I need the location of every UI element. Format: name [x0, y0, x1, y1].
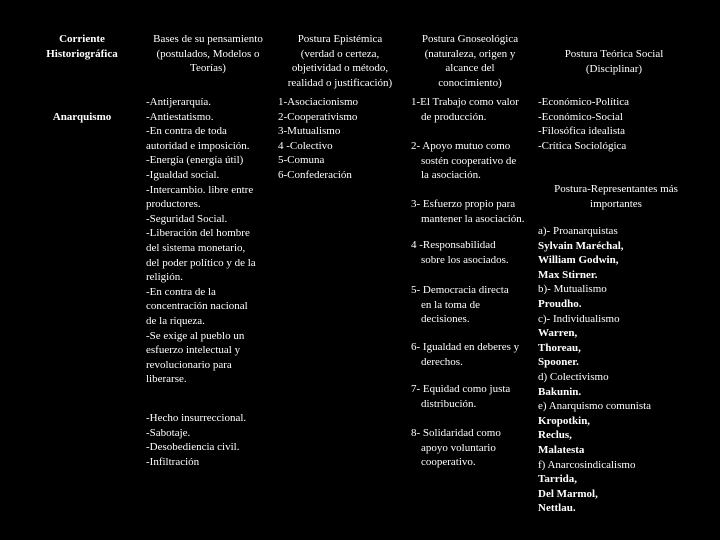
representantes-title-line: importantes [590, 197, 642, 210]
gnoseologica-line: apoyo voluntario [421, 441, 496, 454]
teorica-type: -Crítica Sociológica [538, 139, 627, 152]
representante-name: Tarrida, [538, 473, 578, 486]
header-gnoseologica-line: alcance del [445, 62, 495, 75]
header-bases-line: Teorías) [190, 62, 226, 75]
header-teorica [536, 47, 692, 76]
bases-line: -En contra de la [146, 285, 216, 298]
header-epistemica-line: Postura Epistémica [297, 33, 383, 45]
header-gnoseologica-line: conocimiento) [438, 76, 502, 89]
corriente-name: Anarquismo [52, 111, 112, 123]
gnoseologica-line: la asociación. [421, 169, 481, 182]
bases-line: -Liberación del hombre [146, 227, 250, 240]
bases-line: -Se exige al pueblo un [146, 329, 245, 342]
bases-line: esfuerzo intelectual y [146, 344, 241, 357]
bases-line: -En contra de toda [146, 125, 227, 138]
teorica-type: -Económico-Social [538, 110, 623, 123]
representante-name: Proudho. [538, 297, 582, 310]
header-teorica-line: Postura Teórica Social [564, 48, 664, 60]
gnoseologica-line: en la toma de [421, 298, 480, 311]
gnoseologica-line: sobre los asociados. [421, 253, 509, 266]
representante-name: Malatesta [538, 443, 585, 456]
bases-line: -Intercambio. libre entre [146, 183, 254, 196]
header-bases-line: (postulados, Modelos o [156, 47, 260, 60]
gnoseologica-line: 5- Democracia directa [411, 284, 509, 296]
gnoseologica-line: cooperativo. [421, 456, 476, 469]
gnoseologica-line: 1-El Trabajo como valor [411, 96, 519, 108]
gnoseologica-line: decisiones. [421, 313, 470, 326]
bases-list [146, 95, 272, 387]
gnoseologica-line: 4 -Responsabilidad [411, 239, 496, 251]
representantes-list [538, 224, 651, 516]
bases-line: -Igualdad social. [146, 168, 220, 181]
bases-action-line: -Desobediencia civil. [146, 441, 240, 454]
teorica-type: -Económico-Política [538, 96, 630, 108]
representante-name: Spooner. [538, 356, 579, 369]
bases-line: productores. [146, 198, 201, 211]
bases-line: -Antiestatismo. [146, 110, 214, 123]
bases-action-line: -Hecho insurreccional. [146, 412, 247, 424]
group-label: d) Colectivismo [538, 370, 609, 383]
group-label: b)- Mutualismo [538, 283, 607, 296]
teorica-types [538, 95, 629, 153]
header-bases [142, 32, 274, 76]
representantes-title [536, 182, 696, 211]
representante-name: Sylvain Maréchal, [538, 239, 624, 252]
group-label: a)- Proanarquistas [538, 225, 618, 237]
representantes-title-line: Postura-Representantes más [554, 183, 678, 195]
gnoseologica-item-5 [411, 283, 509, 327]
representante-name: Warren, [538, 327, 578, 340]
bases-line: -Antijerarquía. [146, 96, 212, 108]
representante-name: Bakunin. [538, 385, 582, 398]
epistemica-item: 6-Confederación [278, 168, 352, 181]
gnoseologica-line: derechos. [421, 355, 463, 368]
header-corriente [30, 32, 134, 61]
bases-actions-list [146, 411, 272, 469]
gnoseologica-item-4 [411, 238, 509, 267]
gnoseologica-line: 7- Equidad como justa [411, 383, 511, 395]
header-corriente-line: Corriente [59, 33, 105, 45]
epistemica-list [278, 95, 398, 183]
epistemica-item: 1-Asociacionismo [278, 96, 359, 108]
gnoseologica-line: sostén cooperativo de [421, 154, 517, 167]
bases-line: de la riqueza. [146, 314, 205, 327]
gnoseologica-line: 2- Apoyo mutuo como [411, 140, 511, 152]
representante-name: Max Stirner. [538, 268, 598, 281]
gnoseologica-item-8 [411, 426, 501, 470]
header-epistemica [270, 32, 410, 90]
bases-line: -Energía (energía útil) [146, 154, 244, 167]
header-teorica-line: (Disciplinar) [585, 62, 643, 75]
representante-name: Del Marmol, [538, 487, 598, 500]
bases-line: autoridad e imposición. [146, 139, 250, 152]
teorica-type: -Filosófica idealista [538, 125, 626, 138]
group-label: f) Anarcosindicalismo [538, 458, 636, 471]
bases-line: religión. [146, 271, 183, 284]
bases-line: concentración nacional [146, 300, 248, 313]
group-label: e) Anarquismo comunista [538, 400, 652, 413]
header-bases-line: Bases de su pensamiento [153, 33, 263, 45]
header-epistemica-line: (verdad o certeza, [300, 47, 380, 60]
bases-action-line: -Infiltración [146, 455, 200, 468]
gnoseologica-item-3 [411, 197, 525, 226]
bases-line: del sistema monetario, [146, 241, 246, 254]
epistemica-item: 5-Comuna [278, 154, 325, 167]
header-gnoseologica-line: (naturaleza, origen y [424, 47, 516, 60]
gnoseologica-item-2 [411, 139, 516, 183]
epistemica-item: 2-Cooperativismo [278, 110, 358, 123]
gnoseologica-line: distribución. [421, 397, 477, 410]
gnoseologica-line: 8- Solidaridad como [411, 427, 501, 439]
header-epistemica-line: realidad o justificación) [287, 76, 393, 89]
gnoseologica-line: mantener la asociación. [421, 212, 525, 225]
group-label: c)- Individualismo [538, 312, 620, 325]
epistemica-item: 4 -Colectivo [278, 139, 333, 152]
epistemica-item: 3-Mutualismo [278, 125, 341, 138]
corriente-cell [30, 110, 134, 125]
bases-line: -Seguridad Social. [146, 212, 228, 225]
representante-name: Thoreau, [538, 341, 581, 354]
representante-name: Kropotkin, [538, 414, 591, 427]
gnoseologica-item-1 [411, 95, 519, 124]
gnoseologica-line: de producción. [421, 110, 487, 123]
header-gnoseologica [400, 32, 540, 90]
bases-action-line: -Sabotaje. [146, 426, 191, 439]
gnoseologica-line: 3- Esfuerzo propio para [411, 198, 516, 210]
gnoseologica-item-6 [411, 340, 519, 369]
representante-name: Reclus, [538, 429, 572, 442]
representante-name: William Godwin, [538, 254, 619, 267]
bases-line: del poder político y de la [146, 256, 256, 269]
header-corriente-line: Historiográfica [46, 47, 118, 60]
header-gnoseologica-line: Postura Gnoseológica [421, 33, 519, 45]
representante-name: Nettlau. [538, 502, 576, 515]
bases-line: liberarse. [146, 373, 187, 386]
bases-line: revolucionario para [146, 358, 232, 371]
gnoseologica-line: 6- Igualdad en deberes y [411, 341, 520, 353]
header-epistemica-line: objetividad o método, [291, 62, 389, 75]
gnoseologica-item-7 [411, 382, 510, 411]
